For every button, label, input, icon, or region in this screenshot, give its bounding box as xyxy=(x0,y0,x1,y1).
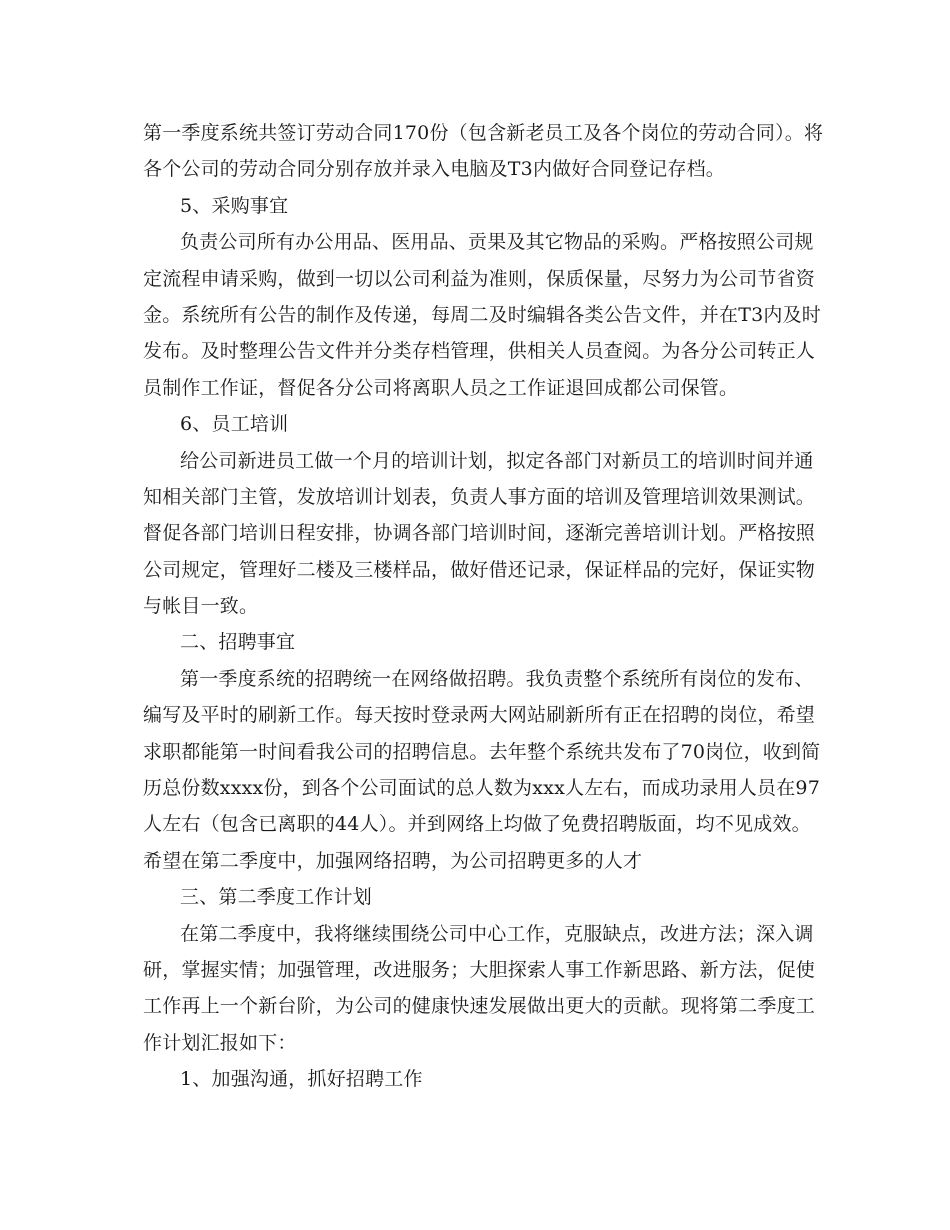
paragraph-line: 历总份数xxxx份，到各个公司面试的总人数为xxx人左右，而成功录用人员在97 xyxy=(143,777,820,800)
paragraph-line: 给公司新进员工做一个月的培训计划，拟定各部门对新员工的培训时间并通 xyxy=(180,449,814,472)
paragraph-line: 在第二季度中，我将继续围绕公司中心工作，克服缺点，改进方法；深入调 xyxy=(180,922,814,945)
paragraph-line: 研，掌握实情；加强管理，改进服务；大胆探索人事工作新思路、新方法，促使 xyxy=(143,958,816,981)
paragraph-line: 希望在第二季度中，加强网络招聘，为公司招聘更多的人才 xyxy=(143,849,643,872)
document-body xyxy=(143,115,824,1098)
section-heading: 5、采购事宜 xyxy=(180,194,289,217)
section-heading: 三、第二季度工作计划 xyxy=(180,886,373,909)
section-heading: 二、招聘事宜 xyxy=(180,631,296,654)
paragraph-line: 员制作工作证，督促各分公司将离职人员之工作证退回成都公司保管。 xyxy=(143,376,739,399)
paragraph-line: 求职都能第一时间看我公司的招聘信息。去年整个系统共发布了70岗位，收到简 xyxy=(143,740,821,763)
paragraph-line: 人左右（包含已离职的44人）。并到网络上均做了免费招聘版面，均不见成效。 xyxy=(143,813,811,836)
paragraph-line: 定流程申请采购，做到一切以公司利益为准则，保质保量，尽努力为公司节省资 xyxy=(143,267,816,290)
section-heading: 6、员工培训 xyxy=(180,413,289,436)
paragraph-line: 第一季度系统共签订劳动合同170份（包含新老员工及各个岗位的劳动合同）。将 xyxy=(143,122,824,144)
paragraph-line: 负责公司所有办公用品、医用品、贡果及其它物品的采购。严格按照公司规 xyxy=(180,231,814,254)
paragraph-line: 公司规定，管理好二楼及三楼样品，做好借还记录，保证样品的完好，保证实物 xyxy=(143,558,816,581)
paragraph-line: 编写及平时的刷新工作。每天按时登录两大网站刷新所有正在招聘的岗位，希望 xyxy=(143,704,816,727)
paragraph-line: 第一季度系统的招聘统一在网络做招聘。我负责整个系统所有岗位的发布、 xyxy=(180,667,814,690)
paragraph-line: 督促各部门培训日程安排，协调各部门培训时间，逐渐完善培训计划。严格按照 xyxy=(143,522,816,545)
paragraph-line: 金。系统所有公告的制作及传递，每周二及时编辑各类公告文件，并在T3内及时 xyxy=(143,303,821,326)
section-heading: 1、加强沟通，抓好招聘工作 xyxy=(180,1068,423,1091)
paragraph-line: 知相关部门主管，发放培训计划表，负责人事方面的培训及管理培训效果测试。 xyxy=(143,485,816,508)
paragraph-line: 工作再上一个新台阶，为公司的健康快速发展做出更大的贡献。现将第二季度工 xyxy=(143,995,816,1018)
paragraph-line: 各个公司的劳动合同分别存放并录入电脑及T3内做好合同登记存档。 xyxy=(143,158,725,181)
paragraph-line: 发布。及时整理公告文件并分类存档管理，供相关人员查阅。为各分公司转正人 xyxy=(143,340,816,363)
paragraph-line: 作计划汇报如下： xyxy=(143,1031,297,1054)
paragraph-line: 与帐目一致。 xyxy=(143,595,259,618)
